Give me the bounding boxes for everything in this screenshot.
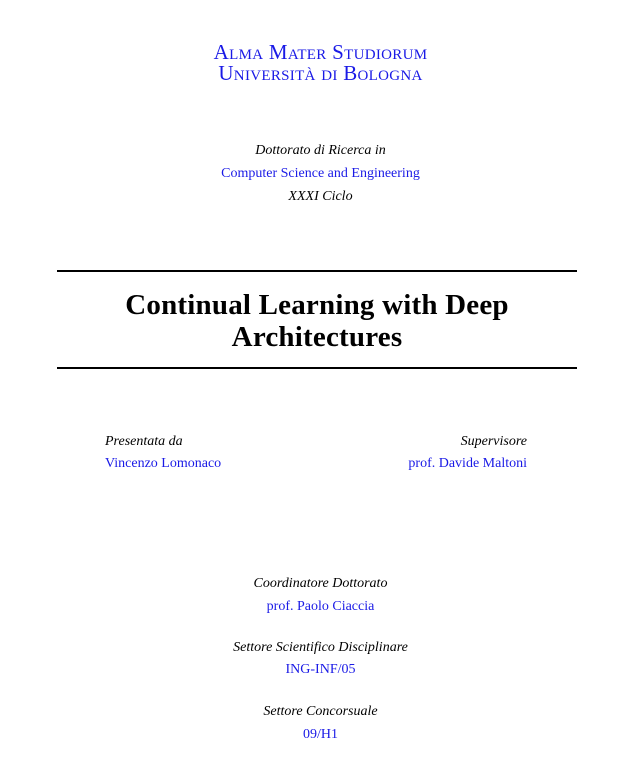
thesis-title <box>57 289 577 353</box>
title-top-rule <box>57 270 577 272</box>
university-name-line1: Alma Mater Studiorum <box>213 40 428 64</box>
presenter-label: Presentata da <box>105 434 183 449</box>
competition-sector-value: 09/H1 <box>303 727 338 742</box>
competition-sector-label: Settore Concorsuale <box>263 704 378 719</box>
programme-label: Dottorato di Ricerca in <box>255 143 386 158</box>
thesis-title-line2: Architectures <box>231 321 403 353</box>
university-name-line2: Università di Bologna <box>218 61 423 85</box>
programme-cycle: XXXI Ciclo <box>288 189 353 204</box>
coordinator-name: prof. Paolo Ciaccia <box>266 599 375 614</box>
scientific-sector-label: Settore Scientifico Disciplinare <box>233 640 408 655</box>
supervisor-label: Supervisore <box>460 434 527 449</box>
thesis-title-line1: Continual Learning with Deep <box>125 289 509 321</box>
supervisor-name: prof. Davide Maltoni <box>408 456 527 471</box>
presenter-name: Vincenzo Lomonaco <box>105 456 222 471</box>
programme-field: Computer Science and Engineering <box>221 166 420 181</box>
title-bottom-rule <box>57 367 577 369</box>
scientific-sector-value: ING-INF/05 <box>285 662 356 677</box>
coordinator-label: Coordinatore Dottorato <box>253 576 388 591</box>
